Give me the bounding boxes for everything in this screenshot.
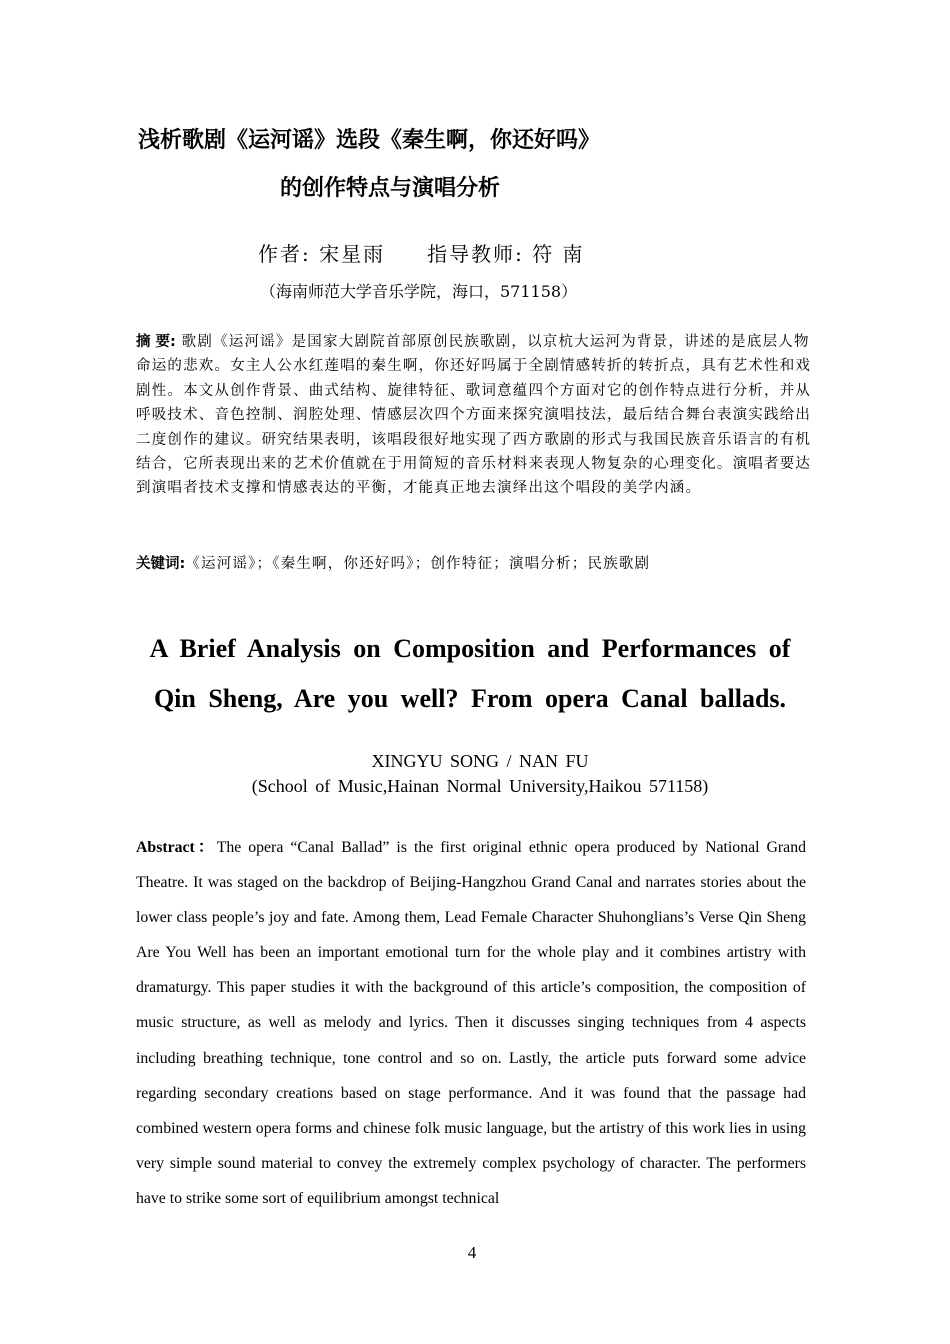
author-line-cn bbox=[258, 238, 585, 267]
authors-en: XINGYU SONG / NAN FU bbox=[371, 751, 589, 771]
title-en-line-2: Qin Sheng, Are you well? From opera Canal ballads. bbox=[153, 684, 787, 713]
title-cn-line-2: 的创作特点与演唱分析 bbox=[280, 176, 501, 201]
abstract-en bbox=[136, 830, 806, 1216]
affiliation-cn: （海南师范大学音乐学院，海口，571158） bbox=[260, 282, 578, 301]
keywords-cn-label: 关键词: bbox=[136, 556, 186, 572]
abstract-cn-label: 摘 要: bbox=[136, 334, 176, 350]
abstract-en-text: The opera “Canal Ballad” is the first original ethnic opera produced by National Grand Theatre. It was staged on the backdrop of Beijing-Hangzhou Grand Canal and narrates stories about the lower class people’s joy and fate. Among them, Lead Female Character Shuhonglians’s Verse Qin Sheng Are You Well has been an important emotional turn for the whole play and it combines artistry with dramaturgy. This paper studies it with the background of this article’s composition, the composition of music structure, as well as melody and lyrics. Then it discusses singing techniques from 4 aspects including breathing technique, tone control and so on. Lastly, the article puts forward some advice regarding secondary creations based on stage performance. And it was found that the passage had combined western opera forms and chinese folk music language, but the artistry of this work lies in using very simple sound material to convey the extremely complex psychology of character. The performers have to strike some sort of equilibrium amongst technical bbox=[136, 839, 806, 1207]
abstract-en-label: Abstract： bbox=[136, 839, 217, 856]
title-cn-line-1: 浅析歌剧《运河谣》选段《秦生啊，你还好吗》 bbox=[138, 128, 601, 153]
abstract-cn-text: 歌剧《运河谣》是国家大剧院首部原创民族歌剧，以京杭大运河为背景，讲述的是底层人物命运的悲欢。女主人公水红莲唱的秦生啊，你还好吗属于全剧情感转折的转折点，具有艺术性和戏剧性。本文从创作背景、曲式结构、旋律特征、歌词意蕴四个方面对它的创作特点进行分析，并从呼吸技术、音色控制、润腔处理、情感层次四个方面来探究演唱技法，最后结合舞台表演实践给出二度创作的建议。研究结果表明，该唱段很好地实现了西方歌剧的形式与我国民族音乐语言的有机结合，它所表现出来的艺术价值就在于用简短的音乐材料来表现人物复杂的心理变化。演唱者要达到演唱者技术支撑和情感表达的平衡，才能真正地去演绎出这个唱段的美学内涵。 bbox=[136, 334, 812, 497]
abstract-cn bbox=[136, 330, 820, 501]
keywords-cn-text: 《运河谣》；《秦生啊，你还好吗》；创作特征；演唱分析；民族歌剧 bbox=[185, 556, 651, 572]
page-number: 4 bbox=[467, 1243, 477, 1262]
keywords-cn bbox=[136, 552, 820, 576]
affiliation-en: (School of Music,Hainan Normal University,Haikou 571158) bbox=[251, 776, 709, 796]
author-cn: 作者: 宋星雨 bbox=[258, 242, 386, 266]
advisor-cn: 指导教师: 符 南 bbox=[427, 242, 585, 266]
title-en-line-1: A Brief Analysis on Composition and Performances of bbox=[149, 634, 791, 663]
